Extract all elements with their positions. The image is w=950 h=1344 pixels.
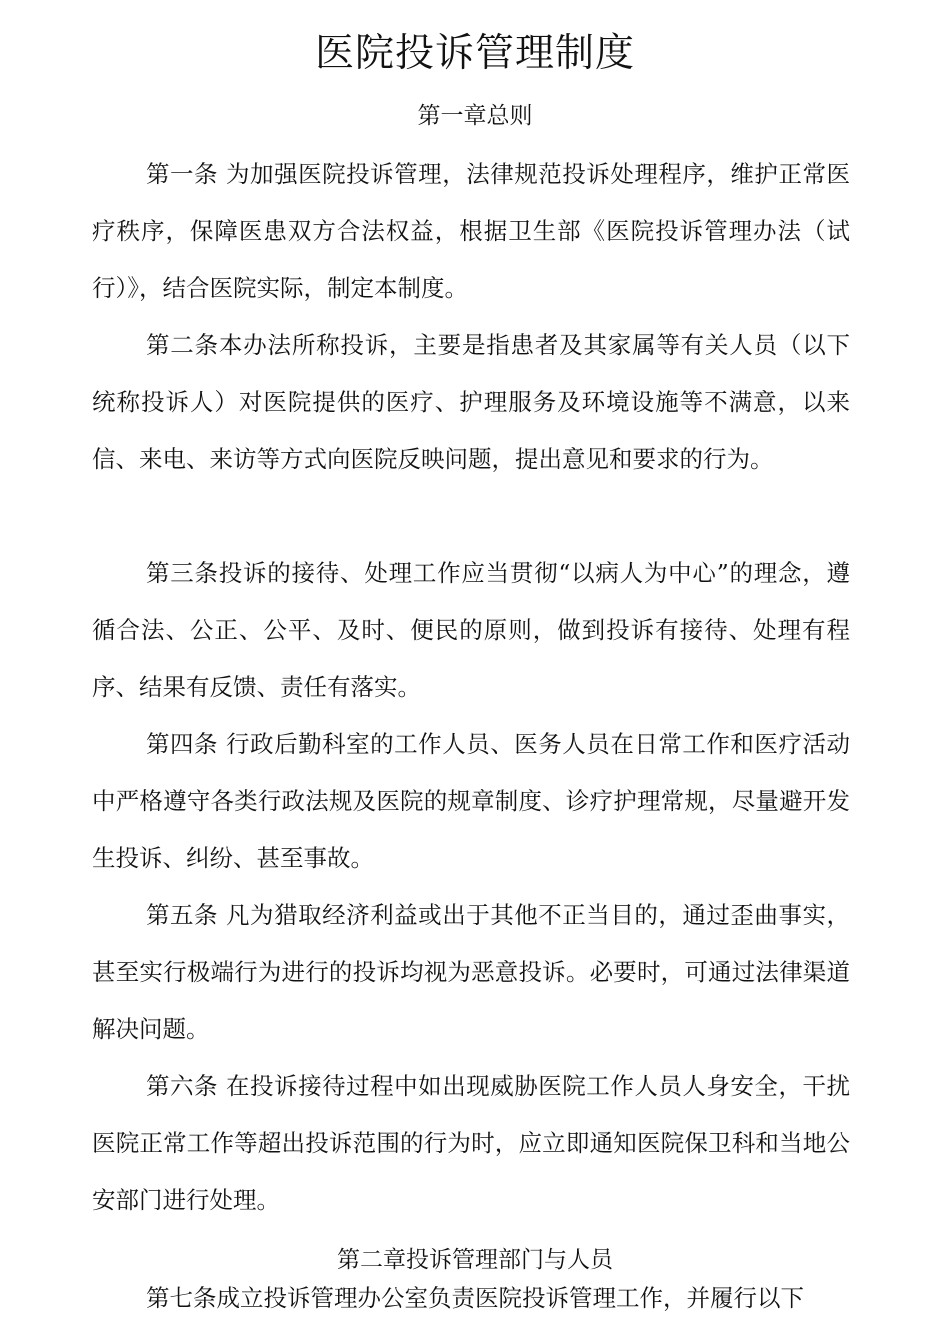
article-6: 第六条 在投诉接待过程中如出现威胁医院工作人员人身安全，干扰医院正常工作等超出投诉范围的行为时，应立即通知医院保卫科和当地公安部门进行处理。 <box>92 1072 850 1214</box>
chapter-heading-general: 第一章总则 <box>417 103 533 129</box>
document-title: 医院投诉管理制度 <box>314 31 635 76</box>
article-5: 第五条 凡为猎取经济利益或出于其他不正当目的，通过歪曲事实，甚至实行极端行为进行的投诉均视为恶意投诉。必要时，可通过法律渠道解决问题。 <box>92 901 850 1043</box>
article-7: 第七条成立投诉管理办公室负责医院投诉管理工作，并履行以下 <box>146 1284 804 1312</box>
article-2: 第二条本办法所称投诉，主要是指患者及其家属等有关人员（以下统称投诉人）对医院提供的医疗、护理服务及环境设施等不满意，以来信、来电、来访等方式向医院反映问题，提出意见和要求的行为。 <box>92 331 850 473</box>
article-1: 第一条 为加强医院投诉管理，法律规范投诉处理程序，维护正常医疗秩序，保障医患双方合法权益，根据卫生部《医院投诉管理办法（试行）》，结合医院实际，制定本制度。 <box>92 160 850 302</box>
chapter-heading-complaint-department: 第二章投诉管理部门与人员 <box>337 1247 613 1273</box>
article-3: 第三条投诉的接待、处理工作应当贯彻“以病人为中心”的理念，遵循合法、公正、公平、及时、便民的原则，做到投诉有接待、处理有程序、结果有反馈、责任有落实。 <box>92 559 850 701</box>
article-4: 第四条 行政后勤科室的工作人员、医务人员在日常工作和医疗活动中严格遵守各类行政法规及医院的规章制度、诊疗护理常规，尽量避开发生投诉、纠纷、甚至事故。 <box>92 730 850 872</box>
